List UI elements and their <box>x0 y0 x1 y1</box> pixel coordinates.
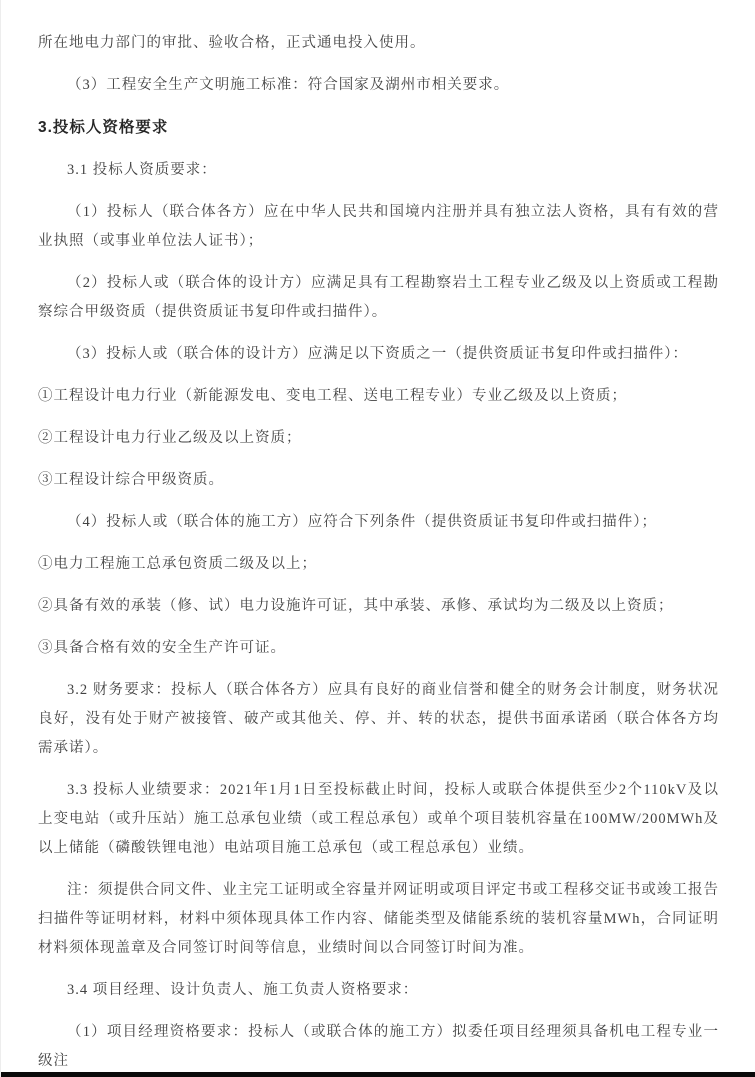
paragraph: （1）投标人（联合体各方）应在中华人民共和国境内注册并具有独立法人资格，具有有效的营业执照（或事业单位法人证书）； <box>38 204 719 249</box>
paragraph: 所在地电力部门的审批、验收合格，正式通电投入使用。 <box>38 35 426 51</box>
paragraph: 3.1 投标人资质要求： <box>67 162 217 178</box>
section-heading: 3.投标人资格要求 <box>38 119 169 136</box>
paragraph: 3.2 财务要求：投标人（联合体各方）应具有良好的商业信誉和健全的财务会计制度，财务状况良好，没有处于财产被接管、破产或其他关、停、并、转的状态，提供书面承诺函（联合体各方均需承诺）。 <box>38 682 719 756</box>
paragraph: （3）投标人或（联合体的设计方）应满足以下资质之一（提供资质证书复印件或扫描件）： <box>67 346 688 362</box>
paragraph: （1）项目经理资格要求：投标人（或联合体的施工方）拟委任项目经理须具备机电工程专业一级注 <box>38 1024 719 1069</box>
bottom-edge-bar <box>1 1072 755 1077</box>
paragraph: 3.4 项目经理、设计负责人、施工负责人资格要求： <box>67 982 419 998</box>
paragraph: （4）投标人或（联合体的施工方）应符合下列条件（提供资质证书复印件或扫描件）； <box>67 514 657 530</box>
paragraph: ①电力工程施工总承包资质二级及以上； <box>38 556 317 572</box>
paragraph: （3）工程安全生产文明施工标准：符合国家及湖州市相关要求。 <box>67 77 510 93</box>
paragraph: ②具备有效的承装（修、试）电力设施许可证，其中承装、承修、承试均为二级及以上资质； <box>38 598 674 614</box>
paragraph: （2）投标人或（联合体的设计方）应满足具有工程勘察岩土工程专业乙级及以上资质或工程勘察综合甲级资质（提供资质证书复印件或扫描件）。 <box>38 275 719 320</box>
document-body <box>1 0 755 1076</box>
paragraph: 3.3 投标人业绩要求：2021年1月1日至投标截止时间，投标人或联合体提供至少2个110kV及以上变电站（或升压站）施工总承包业绩（或工程总承包）或单个项目装机容量在100MW/200MWh及以上储能（磷酸铁锂电池）电站项目施工总承包（或工程总承包）业绩。 <box>38 782 719 856</box>
paragraph: ①工程设计电力行业（新能源发电、变电工程、送电工程专业）专业乙级及以上资质； <box>38 388 627 404</box>
paragraph: ②工程设计电力行业乙级及以上资质； <box>38 430 302 446</box>
paragraph: 注：须提供合同文件、业主完工证明或全容量并网证明或项目评定书或工程移交证书或竣工报告扫描件等证明材料，材料中须体现具体工作内容、储能类型及储能系统的装机容量MWh，合同证明材料须体现盖章及合同签订时间等信息，业绩时间以合同签订时间为准。 <box>38 882 719 956</box>
paragraph: ③具备合格有效的安全生产许可证。 <box>38 640 286 656</box>
paragraph: ③工程设计综合甲级资质。 <box>38 472 224 488</box>
